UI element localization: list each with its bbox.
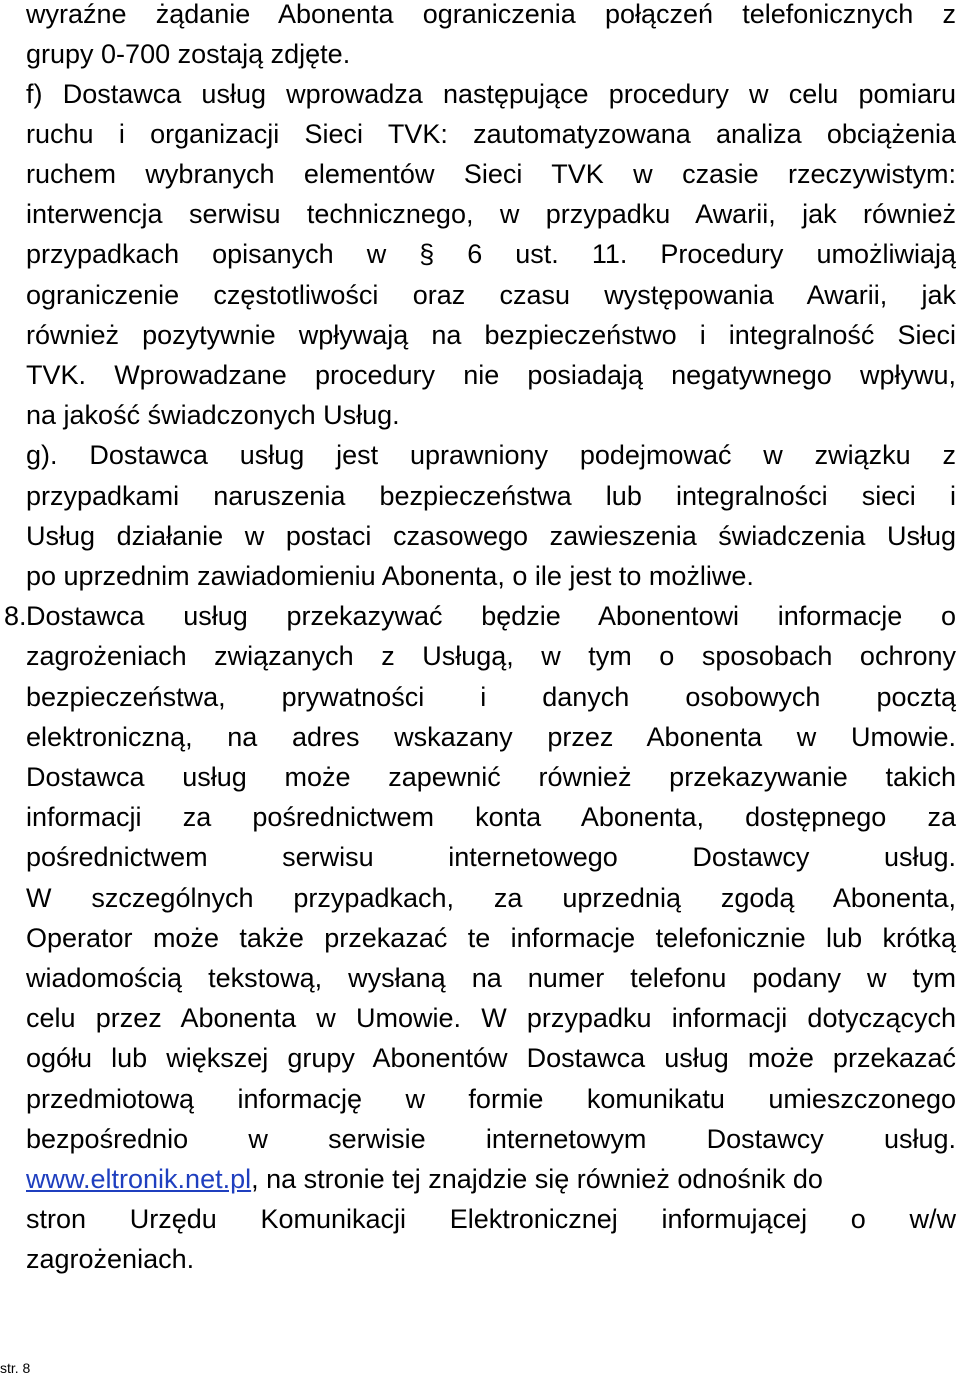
page-number: str. 8	[0, 1360, 31, 1376]
text-line: f) Dostawca usług wprowadza następujące procedury w celu pomiaru	[26, 79, 956, 109]
text-line-with-link	[26, 1159, 956, 1199]
text-line: Operator może także przekazać te informacje telefonicznie lub krótką	[26, 923, 956, 953]
website-link[interactable]: www.eltronik.net.pl	[26, 1164, 252, 1194]
text-line: ogółu lub większej grupy Abonentów Dostawca usług może przekazać	[26, 1043, 956, 1073]
text-line: na jakość świadczonych Usług.	[26, 400, 400, 430]
text-line: przedmiotową informację w formie komunikatu umieszczonego	[26, 1084, 956, 1114]
link-line-rest: , na stronie tej znajdzie się również odnośnik do	[251, 1164, 823, 1194]
text-line: celu przez Abonenta w Umowie. W przypadku informacji dotyczących	[26, 1003, 956, 1033]
text-line: g). Dostawca usług jest uprawniony podejmować w związku z	[26, 440, 956, 470]
text-line: Usług działanie w postaci czasowego zawieszenia świadczenia Usług	[26, 521, 956, 551]
text-line: bezpieczeństwa, prywatności i danych osobowych pocztą	[26, 682, 956, 712]
text-line: przypadkach opisanych w § 6 ust. 11. Procedury umożliwiają	[26, 239, 956, 269]
list-item-number: 8.	[4, 601, 27, 631]
text-line: W szczególnych przypadkach, za uprzednią zgodą Abonenta,	[26, 883, 956, 913]
text-line: interwencja serwisu technicznego, w przypadku Awarii, jak również	[26, 199, 956, 229]
text-line: Dostawca usług przekazywać będzie Abonentowi informacje o	[26, 601, 956, 631]
text-line: po uprzednim zawiadomieniu Abonenta, o ile jest to możliwe.	[26, 561, 754, 591]
text-line: informacji za pośrednictwem konta Abonenta, dostępnego za	[26, 802, 956, 832]
text-line: ruchem wybranych elementów Sieci TVK w czasie rzeczywistym:	[26, 159, 956, 189]
text-line: ograniczenie częstotliwości oraz czasu występowania Awarii, jak	[26, 280, 956, 310]
text-line: stron Urzędu Komunikacji Elektronicznej informującej o w/w	[26, 1204, 956, 1234]
text-line: zagrożeniach związanych z Usługą, w tym o sposobach ochrony	[26, 641, 956, 671]
text-line: zagrożeniach.	[26, 1244, 195, 1274]
text-line: ruchu i organizacji Sieci TVK: zautomatyzowana analiza obciążenia	[26, 119, 956, 149]
text-line: grupy 0-700 zostają zdjęte.	[26, 39, 351, 69]
text-line: pośrednictwem serwisu internetowego Dostawcy usług.	[26, 842, 956, 872]
text-line: przypadkami naruszenia bezpieczeństwa lub integralności sieci i	[26, 481, 956, 511]
text-line: bezpośrednio w serwisie internetowym Dostawcy usług.	[26, 1124, 956, 1154]
text-line: wiadomością tekstową, wysłaną na numer telefonu podany w tym	[26, 963, 956, 993]
text-line: również pozytywnie wpływają na bezpieczeństwo i integralność Sieci	[26, 320, 956, 350]
text-line: wyraźne żądanie Abonenta ograniczenia połączeń telefonicznych z	[26, 0, 956, 29]
text-line: TVK. Wprowadzane procedury nie posiadają negatywnego wpływu,	[26, 360, 956, 390]
text-line: elektroniczną, na adres wskazany przez Abonenta w Umowie.	[26, 722, 956, 752]
text-line: Dostawca usług może zapewnić również przekazywanie takich	[26, 762, 956, 792]
